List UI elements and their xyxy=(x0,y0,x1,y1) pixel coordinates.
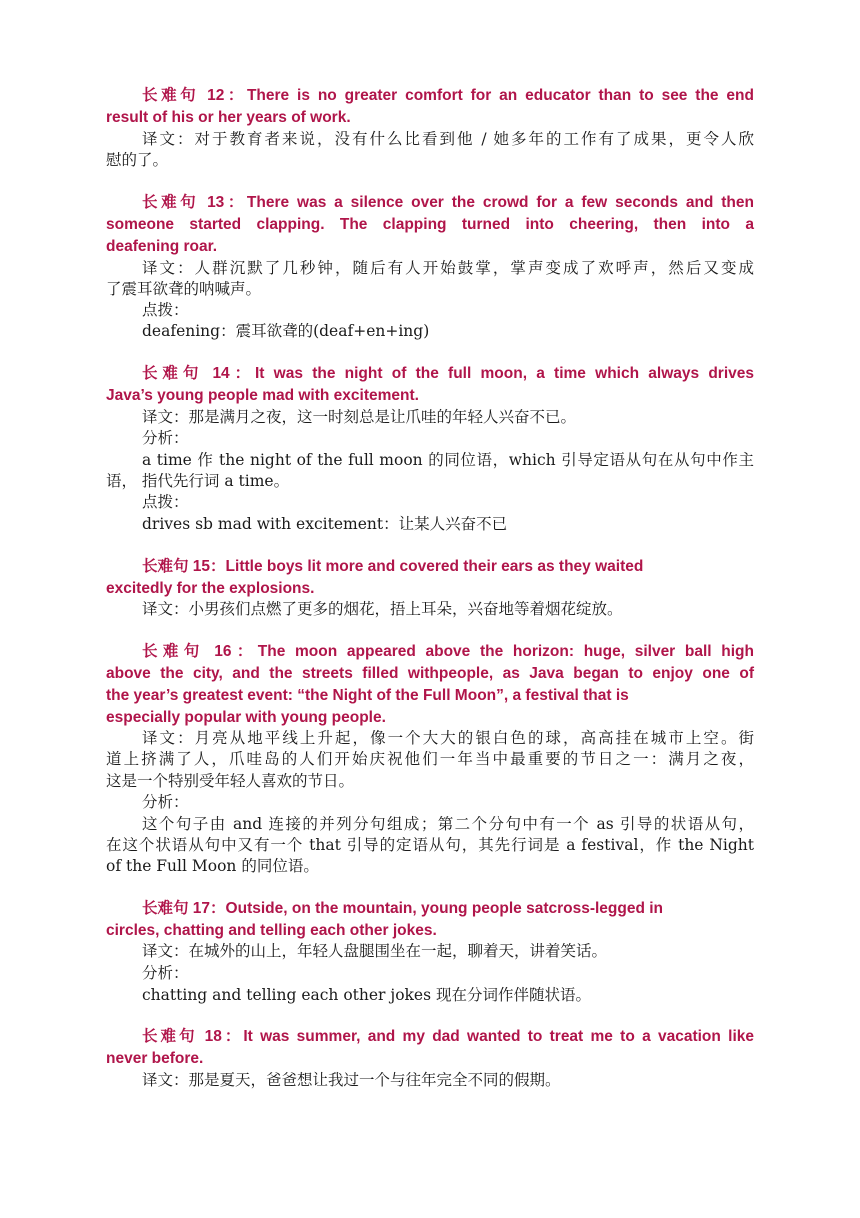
sentence-13-heading-line-3: deafening roar. xyxy=(106,238,218,255)
sentence-16-translation-line-2: 道上挤满了人，爪哇岛的人们开始庆祝他们一年当中最重要的节日之一：满月之夜， xyxy=(106,750,754,768)
sentence-12-translation-line-1: 译文：对于教育者来说，没有什么比看到他 / 她多年的工作有了成果，更令人欣 xyxy=(142,130,754,148)
sentence-15-translation-line-1: 译文：小男孩们点燃了更多的烟花，捂上耳朵，兴奋地等着烟花绽放。 xyxy=(142,600,623,618)
sentence-17-analysis-line-1: chatting and telling each other jokes 现在分词作伴随状语。 xyxy=(142,986,591,1004)
sentence-16-heading-line-2: above the city, and the streets filled withpeople, as Java began to enjoy one of xyxy=(106,665,754,682)
sentence-18-heading-line-2: never before. xyxy=(106,1050,204,1067)
sentence-14-tip-label: 点拨： xyxy=(142,493,189,511)
sentence-16-analysis-line-1: 这个句子由 and 连接的并列分句组成；第二个分句中有一个 as 引导的状语从句， xyxy=(142,815,754,833)
sentence-14-tip-line-1: drives sb mad with excitement：让某人兴奋不已 xyxy=(142,515,508,533)
sentence-13-tip-label: 点拨： xyxy=(142,301,189,319)
sentence-14-heading-line-1: 长难句 14：It was the night of the full moon, a time which always drives xyxy=(142,365,754,382)
sentence-14-translation-line-1: 译文：那是满月之夜，这一时刻总是让爪哇的年轻人兴奋不已。 xyxy=(142,408,577,426)
sentence-18-heading-line-1: 长难句 18：It was summer, and my dad wanted to treat me to a vacation like xyxy=(142,1028,754,1045)
sentence-16-heading-line-3: the year’s greatest event: “the Night of the Full Moon”, a festival that is xyxy=(106,687,629,704)
sentence-15-heading-line-2: excitedly for the explosions. xyxy=(106,580,315,597)
sentence-17-analysis-label: 分析： xyxy=(142,964,189,982)
sentence-16-heading-line-4: especially popular with young people. xyxy=(106,709,386,726)
sentence-17-heading-line-1: 长难句 17：Outside, on the mountain, young people satcross-legged in xyxy=(142,900,664,917)
sentence-15-heading-line-1: 长难句 15：Little boys lit more and covered their ears as they waited xyxy=(142,558,644,575)
sentence-16-translation-line-1: 译文：月亮从地平线上升起，像一个大大的银白色的球，高高挂在城市上空。街 xyxy=(142,729,754,747)
sentence-17-heading-line-2: circles, chatting and telling each other jokes. xyxy=(106,922,437,939)
sentence-14-analysis-line-1: a time 作 the night of the full moon 的同位语，which 引导定语从句在从句中作主 xyxy=(142,451,754,469)
sentence-12-heading-line-2: result of his or her years of work. xyxy=(106,109,351,126)
sentence-12-heading-line-1: 长难句 12：There is no greater comfort for an educator than to see the end xyxy=(142,87,754,104)
sentence-13-heading-line-1: 长难句 13：There was a silence over the crowd for a few seconds and then xyxy=(142,194,754,211)
sentence-16-heading-line-1: 长难句 16：The moon appeared above the horizon: huge, silver ball high xyxy=(142,643,754,660)
sentence-13-tip-line-1: deafening：震耳欲聋的(deaf+en+ing) xyxy=(142,322,430,340)
sentence-13-translation-line-2: 了震耳欲聋的呐喊声。 xyxy=(106,280,262,298)
sentence-16-analysis-label: 分析： xyxy=(142,793,189,811)
sentence-14-heading-line-2: Java’s young people mad with excitement. xyxy=(106,387,419,404)
sentence-13-heading-line-2: someone started clapping. The clapping turned into cheering, then into a xyxy=(106,216,754,233)
sentence-14-analysis-label: 分析： xyxy=(142,429,189,447)
sentence-16-analysis-line-2: 在这个状语从句中又有一个 that 引导的定语从句，其先行词是 a festival，作 the Night xyxy=(106,836,754,854)
sentence-17-translation-line-1: 译文：在城外的山上，年轻人盘腿围坐在一起，聊着天，讲着笑话。 xyxy=(142,942,608,960)
sentence-18-translation-line-1: 译文：那是夏天，爸爸想让我过一个与往年完全不同的假期。 xyxy=(142,1071,561,1089)
sentence-14-analysis-line-2: 语， 指代先行词 a time。 xyxy=(106,472,290,490)
sentence-16-translation-line-3: 这是一个特别受年轻人喜欢的节日。 xyxy=(106,772,355,790)
sentence-13-translation-line-1: 译文：人群沉默了几秒钟，随后有人开始鼓掌，掌声变成了欢呼声，然后又变成 xyxy=(142,259,754,277)
sentence-12-translation-line-2: 慰的了。 xyxy=(106,151,169,169)
sentence-16-analysis-line-3: of the Full Moon 的同位语。 xyxy=(106,857,319,875)
